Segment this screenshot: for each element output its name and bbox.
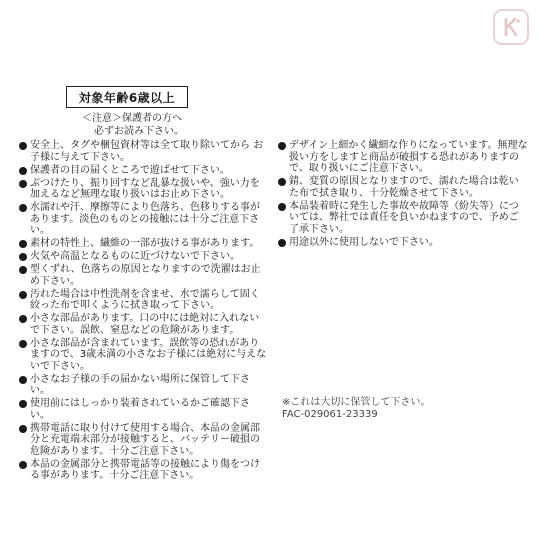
bullet-icon [278,203,286,211]
bullet-icon [19,376,27,384]
caution-item-text: 本品装着時に発生した事故や故障等（紛失等）については、弊社では責任を負いかねますので、予めご了承下さい。 [289,200,519,235]
bullet-icon [278,239,286,247]
age-label-box [66,86,188,108]
bullet-icon [278,142,286,150]
caution-item-text: 小さな部品が含まれています。誤飲等の恐れがありますので、3歳未満の小さなお子様には絶対に与えないで下さい。 [30,337,267,372]
bullet-icon [19,291,27,299]
caution-item [19,374,269,397]
caution-item [19,202,269,237]
caution-item-text: 小さな部品があります。口の中には絶対に入れないで下さい。誤飲、窒息などの危険があります。 [30,313,260,336]
caution-item [19,459,269,482]
bullet-icon [19,180,27,188]
caution-subtitle: 必ずお読み下さい。 [94,126,184,137]
caution-item [19,289,269,312]
caution-item [278,237,528,249]
caution-item [19,178,269,201]
caution-item-text: 汚れた場合は中性洗剤を含ませ、水で濡らして固く絞った布で叩くように拭き取って下さい。 [30,288,260,311]
caution-item-text: 用途以外に使用しないで下さい。 [289,236,439,248]
caution-item-text: 素材の特性上、繊維の一部が抜ける事があります。 [30,238,260,249]
caution-title: ＜注意＞保護者の方へ [82,113,182,124]
caution-item-text: 小さなお子様の手の届かない場所に保管して下さい。 [30,373,250,396]
caution-item [19,338,269,373]
bullet-icon [19,204,27,212]
bullet-icon [19,266,27,274]
k-logo-badge [493,9,529,45]
caution-item [19,398,269,421]
caution-item-text: 安全上、タグや梱包資材等は全て取り除いてから お子様に与えて下さい。 [30,140,264,163]
caution-item [278,176,528,199]
bullet-icon [19,315,27,323]
caution-item [19,313,269,336]
caution-item [19,251,269,263]
caution-item [19,165,269,177]
product-code: FAC-029061-23339 [282,409,378,420]
caution-item-text: 水濡れや汗、摩擦等により色落ち、色移りする事があります。淡色のものとの接触には十分ご注意下さい。 [30,202,260,236]
caution-item-text: 保護者の目の届くところで遊ばせて下さい。 [30,164,230,176]
storage-note: ※これは大切に保管して下さい。 [282,397,431,408]
bullet-icon [19,253,27,261]
bullet-icon [278,178,286,186]
caution-item-text: 本品の金属部分と携帯電話等の接触により傷をつける事があります。十分ご注意下さい。 [30,458,260,481]
caution-list-left [19,140,269,483]
bullet-icon [19,425,27,433]
caution-item [19,238,269,250]
bullet-icon [19,240,27,248]
bullet-icon [19,340,27,348]
bullet-icon [19,461,27,469]
bullet-icon [19,167,27,175]
bullet-icon [19,400,27,408]
caution-item-text: デザイン上細かく繊細な作りになっています。無理な扱い方をしますと商品が破損する恐れがありますので、取り扱いにご注意下さい。 [289,140,528,174]
bullet-icon [19,142,27,150]
caution-item [278,140,528,175]
k-logo-icon [500,16,522,38]
caution-item [19,140,269,163]
caution-item [278,201,528,236]
caution-list-right [278,140,528,250]
caution-item [19,423,269,458]
caution-item-text: 火気や高温となるものに近づけないで下さい。 [30,251,240,262]
caution-item-text: 携帯電話に取り付けて使用する場合、本品の金属部分と充電端末部分が接触すると、バッテリー破損の危険があります。十分ご注意下さい。 [30,422,260,457]
caution-item [19,264,269,287]
caution-item-text: 型くずれ、色落ちの原因となりますので洗濯はお止め下さい。 [30,264,261,287]
caution-item-text: 使用前にはしっかり装着されているかご確認下さい。 [30,398,250,421]
caution-item-text: ぶつけたり、振り回すなど乱暴な扱いや、強い力を加えるなど無理な取り扱いはお止め下さい。 [30,177,260,200]
caution-item-text: 錆、変質の原因となりますので、濡れた場合は乾いた布で拭き取り、十分乾燥させて下さい。 [289,176,519,199]
age-label: 対象年齢6歳以上 [78,90,176,105]
